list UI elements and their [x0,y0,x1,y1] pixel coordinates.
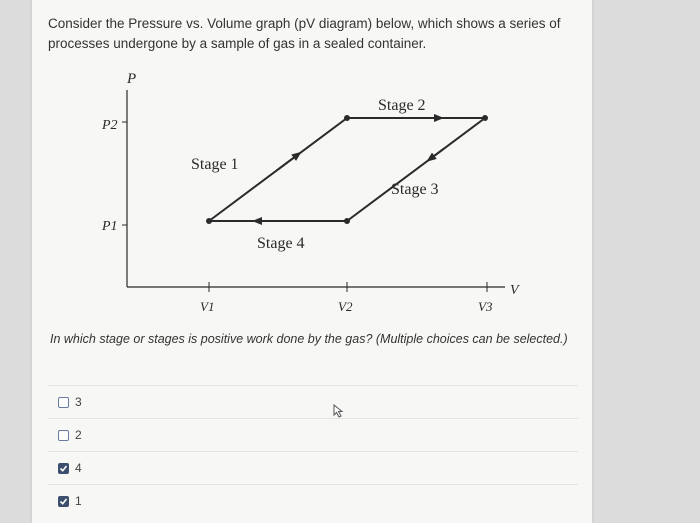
stage-1-arrow [278,153,300,170]
stage-1-label: Stage 1 [191,156,239,173]
p1-label: P1 [102,219,118,234]
option-label: 1 [75,494,82,508]
mouse-pointer-icon [333,404,345,418]
pv-diagram [32,0,592,330]
option-label: 2 [75,428,82,442]
prompt-text: In which stage or stages is positive work done by the gas? (Multiple choices can be selected.) [50,332,568,346]
state-point [482,115,488,121]
question-text: Consider the Pressure vs. Volume graph (pV diagram) below, which shows a series of processes undergone by a sample of gas in a sealed container. [48,16,561,51]
option-3[interactable] [48,385,578,418]
v3-label: V3 [478,299,493,314]
state-point [206,218,212,224]
v1-label: V1 [200,299,215,314]
option-label: 3 [75,395,82,409]
question-page [32,0,592,523]
stage-3-arrow [428,149,444,161]
checkbox[interactable] [58,463,69,474]
checkbox[interactable] [58,397,69,408]
v2-label: V2 [338,299,353,314]
option-4[interactable] [48,451,578,484]
option-label: 4 [75,461,82,475]
checkbox[interactable] [58,496,69,507]
option-2[interactable] [48,418,578,451]
y-axis-label: P [127,71,137,87]
answer-options [48,385,578,517]
stage-3-line [347,118,485,221]
stage-4-label: Stage 4 [257,235,305,252]
stage-2-label: Stage 2 [378,97,426,114]
state-point [344,218,350,224]
state-point [344,115,350,121]
p2-label: P2 [102,118,118,133]
checkbox[interactable] [58,430,69,441]
x-axis-label: V [510,283,519,298]
option-1[interactable] [48,484,578,517]
stage-3-label: Stage 3 [391,181,439,198]
